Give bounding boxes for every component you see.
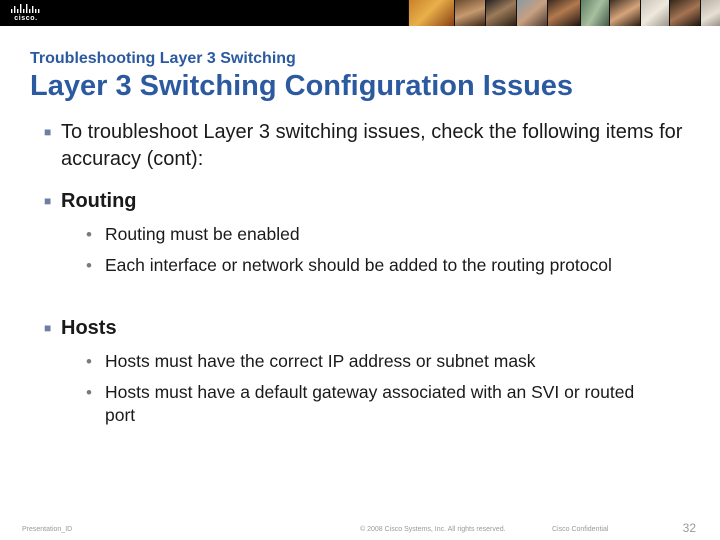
- dot-bullet-icon: •: [86, 352, 92, 371]
- cisco-bridge-icon: [9, 3, 43, 15]
- photo-tile: [547, 0, 580, 26]
- header-band: [0, 0, 720, 26]
- list-item: [86, 223, 666, 246]
- photo-tile: [700, 0, 720, 26]
- dot-bullet-icon: •: [86, 225, 92, 244]
- page-number: 32: [682, 521, 696, 535]
- square-bullet-icon: ■: [44, 321, 52, 335]
- photo-tile: [408, 0, 454, 26]
- photo-tile: [485, 0, 516, 26]
- photo-tile: [580, 0, 609, 26]
- photo-tile: [516, 0, 547, 26]
- list-item-text: Hosts must have the correct IP address or subnet mask: [105, 351, 536, 371]
- photo-tile: [669, 0, 700, 26]
- section-heading-text: Routing: [61, 190, 137, 212]
- slide-title: Layer 3 Switching Configuration Issues: [30, 70, 574, 102]
- dot-bullet-icon: •: [86, 383, 92, 402]
- photo-strip: [408, 0, 720, 26]
- list-item: [86, 350, 666, 373]
- square-bullet-icon: ■: [44, 125, 52, 139]
- list-item-text: Hosts must have a default gateway associated with an SVI or routed port: [105, 382, 635, 425]
- footer-confidential: Cisco Confidential: [552, 526, 609, 533]
- photo-tile: [640, 0, 669, 26]
- list-item-text: Each interface or network should be added to the routing protocol: [105, 255, 612, 275]
- dot-bullet-icon: •: [86, 256, 92, 275]
- section-heading-routing: [44, 188, 684, 215]
- intro-text: To troubleshoot Layer 3 switching issues, check the following items for accuracy (cont):: [61, 121, 683, 170]
- intro-bullet: [44, 119, 684, 173]
- footer-presentation-id: Presentation_ID: [22, 526, 73, 533]
- cisco-logo: [9, 3, 43, 23]
- footer-copyright: © 2008 Cisco Systems, Inc. All rights reserved.: [360, 526, 506, 533]
- photo-tile: [454, 0, 485, 26]
- section-heading-text: Hosts: [61, 317, 117, 339]
- section-heading-hosts: [44, 315, 684, 342]
- logo-text: cisco.: [14, 15, 38, 22]
- list-item: [86, 381, 666, 427]
- slide-subtitle: Troubleshooting Layer 3 Switching: [30, 50, 296, 67]
- photo-tile: [609, 0, 640, 26]
- list-item: [86, 254, 666, 277]
- square-bullet-icon: ■: [44, 194, 52, 208]
- list-item-text: Routing must be enabled: [105, 224, 300, 244]
